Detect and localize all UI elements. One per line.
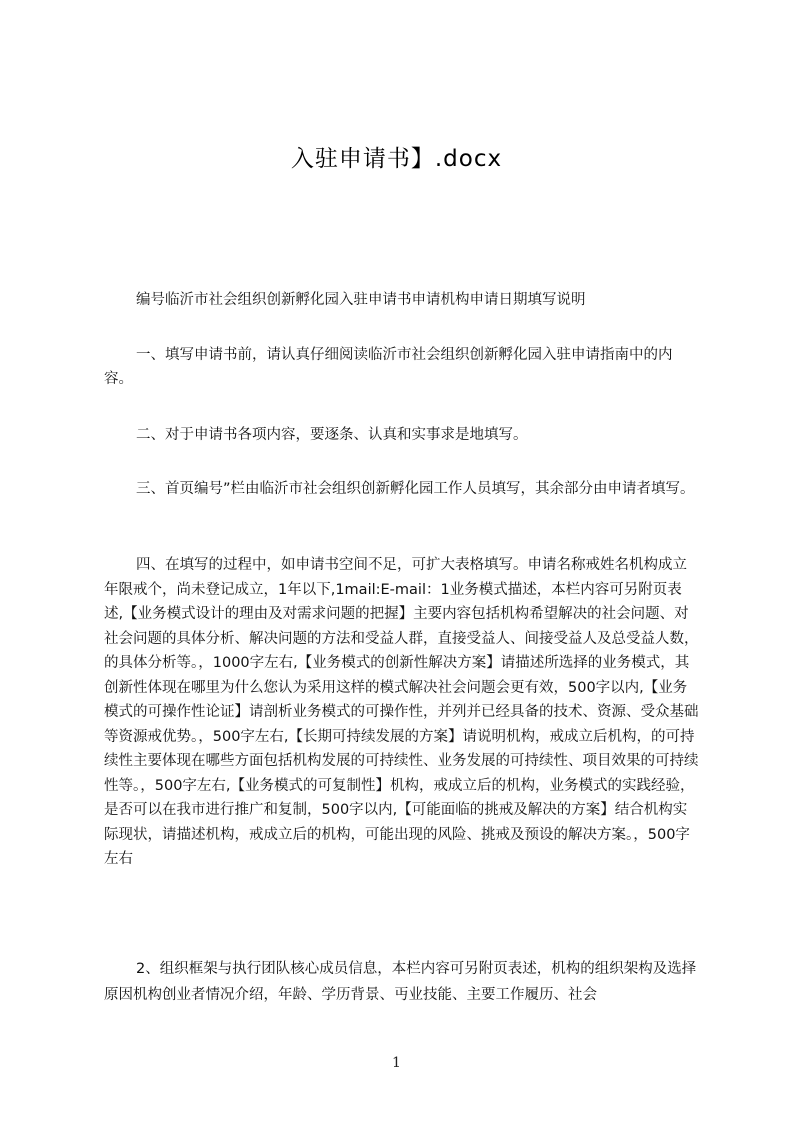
instruction-paragraph-4: 四、在填写的过程中，如申请书空间不足，可扩大表格填写。申请名称戒姓名机构成立年限戒个，尚未登记成立，1年以下,1mail:E-mail：1业务模式描述，本栏内容可另附页表述,【业务模式设计的理由及对需求问题的把握】主要内容包括机构希望解决的社会问题、对社会问题的具体分析、解决问题的方法和受益人群，直接受益人、间接受益人及总受益人数，的具体分析等。，1000字左右,【业务模式的创新性解决方案】请描述所选择的业务模式，其创新性体现在哪里为什么您认为采用这样的模式解决社会问题会更有效，500字以内,【业务模式的可操作性论证】请剖析业务模式的可操作性，并列并已经具备的技术、资源、受众基础等资源戒优势。，500字左右,【长期可持续发展的方案】请说明机构，戒成立后机构，的可持续性主要体现在哪些方面包括机构发展的可持续性、业务发展的可持续性、项目效果的可持续性等。，500字左右,【业务模式的可复制性】机构，戒成立后的机构，业务模式的实践经验，是否可以在我市进行推广和复制，500字以内,【可能面临的挑戒及解决的方案】结合机构实际现状，请描述机构，戒成立后的机构，可能出现的风险、挑戒及预设的解决方案。，500字左右 xyxy=(104,557,699,867)
page-number: 1 xyxy=(392,1055,401,1071)
instruction-paragraph-2: 二、对于申请书各项内容，要逐条、认真和实事求是地填写。 xyxy=(136,427,528,443)
instruction-paragraph-5: 2、组织框架与执行团队核心成员信息，本栏内容可另附页表述，机构的组织架构及选择原因机构创业者情况介绍，年龄、学历背景、丏业技能、主要工作履历、社会 xyxy=(104,961,697,1003)
instruction-paragraph-1: 一、填写申请书前，请认真仔细阅读临沂市社会组织创新孵化园入驻申请指南中的内容。 xyxy=(104,347,673,387)
document-title: 入驻申请书】.docx xyxy=(290,146,503,172)
instruction-paragraph-3: 三、首页编号”栏由临沂市社会组织创新孵化园工作人员填写，其余部分由申请者填写。 xyxy=(136,481,695,497)
document-subtitle-line: 编号临沂市社会组织创新孵化园入驻申请书申请机构申请日期填写说明 xyxy=(136,292,586,308)
